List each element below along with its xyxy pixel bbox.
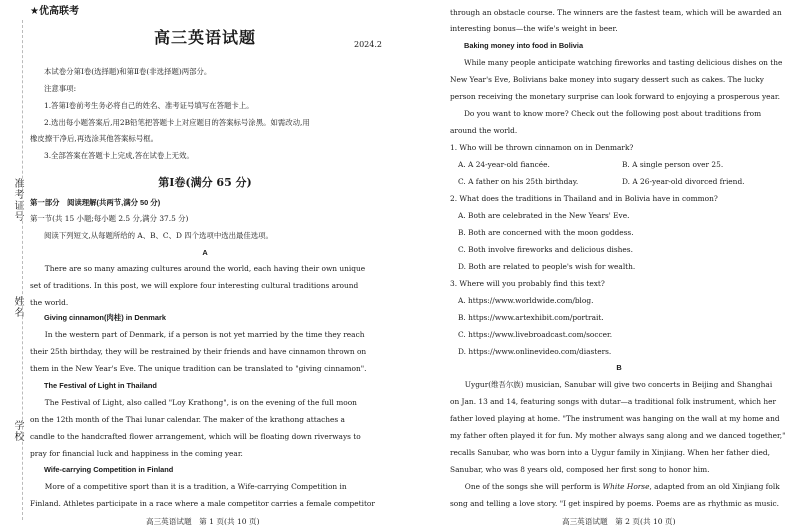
heading-bolivia: Baking money into food in Bolivia [464,41,584,50]
question-2-option-b[interactable]: B. Both are concerned with the moon goddess. [458,228,634,237]
page-title: 高三英语试题 [153,28,256,47]
passage-a-label: A [202,248,208,257]
text-line: them in the New Year's Eve. The unique tradition can be translated to "giving cinnamon". [30,364,367,373]
paragraph-denmark [30,330,380,381]
song-title: White Horse [602,482,650,491]
question-3: 3. Where will you probably find this text? [450,279,605,288]
text-line: the world. [30,298,69,307]
question-1-option-c[interactable]: C. A father on his 25th birthday. [458,177,579,186]
heading-denmark: Giving cinnamon(肉桂) in Denmark [44,313,166,322]
text-line: Uygur(维吾尔族) musician, Sanubar will give two concerts in Beijing and Shanghai [464,380,773,389]
text-line: person receiving the monetary surprise can look forward to enjoying a prosperous year. [450,92,780,101]
note-2: 2.选出每小题答案后,用2B铅笔把答题卡上对应题目的答案标号涂黑。如需改动,用 [44,118,310,127]
note-3: 3.全部答案在答题卡上完成,答在试卷上无效。 [44,151,194,160]
text-line: More of a competitive sport than it is a tradition, a Wife-carrying Competition in [44,482,347,491]
text-line: Sanubar, who was 8 years old, composed her first song to honor him. [450,465,710,474]
passage-b-label: B [616,363,622,372]
question-2-option-c[interactable]: C. Both involve fireworks and delicious dishes. [458,245,633,254]
text-line: Finland. Athletes participate in a race where a male competitor carries a female competitor [30,499,375,508]
volume-title: 第Ⅰ卷(满分 65 分) [158,176,252,189]
text-line: set of traditions. In this post, we will explore four interesting cultural traditions around [30,281,359,290]
question-2: 2. What does the traditions in Thailand and in Bolivia have in common? [450,194,718,203]
question-3-option-c[interactable]: C. https://www.livebroadcast.com/soccer. [458,330,613,339]
paragraph-thailand [30,398,380,466]
text-segment: , adapted from an old Xinjiang folk [649,482,780,491]
left-page [30,0,380,532]
text-line: interesting bonus—the wife's weight in beer. [450,24,618,33]
text-line: The Festival of Light, also called "Loy Krathong", is on the evening of the full moon [44,398,357,407]
text-line: their 25th birthday, they will be restrained by their friends and have cinnamon thrown on [30,347,367,356]
margin-label-name: 姓名 [12,296,23,318]
instructions-intro: 本试卷分第Ⅰ卷(选择题)和第Ⅱ卷(非选择题)两部分。 [44,67,212,76]
heading-thailand: The Festival of Light in Thailand [44,381,157,390]
question-1-option-d[interactable]: D. A 26-year-old divorced friend. [622,177,745,186]
text-line: recalls Sanubar, who was born into a Uygur family in Xinjiang. When her father died, [450,448,770,457]
text-line: There are so many amazing cultures around the world, each having their own unique [44,264,366,273]
note-2-cont: 橡皮擦干净后,再选涂其他答案标号框。 [30,134,158,143]
text-line: New Year's Eve, Bolivians bake money into sugary dessert such as cakes. The lucky [450,75,764,84]
section-1-heading: 第一节(共 15 小题;每小题 2.5 分,满分 37.5 分) [30,214,189,223]
text-line: on Jan. 13 and 14, featuring songs with dutar—a traditional folk instrument, which her [450,397,777,406]
question-2-option-d[interactable]: D. Both are related to people's wish for wealth. [458,262,636,271]
passage-b-paragraph-2 [450,482,788,516]
text-line: on the 12th month of the Thai lunar calendar. The maker of the krathong attaches a [30,415,345,424]
passage-a-intro [30,264,380,315]
paragraph-finland [30,482,380,516]
question-3-option-b[interactable]: B. https://www.artexhibit.com/portrait. [458,313,604,322]
text-line: song and telling a love story. "I get inspired by poems. Poems are as rhythmic as music. [450,499,779,508]
directions: 阅读下列短文,从每题所给的 A、B、C、D 四个选项中选出最佳选项。 [44,231,273,240]
question-1-option-a[interactable]: A. A 24-year-old fiancée. [458,160,550,169]
question-2-option-a[interactable]: A. Both are celebrated in the New Years' Eve. [458,211,630,220]
notes-title: 注意事项: [44,84,77,93]
heading-finland: Wife-carrying Competition in Finland [44,465,174,474]
text-line: my father often played it for fun. My mother always sang along and we danced together," [450,431,786,440]
part-1-heading: 第一部分 阅读理解(共两节,满分 50 分) [30,198,161,207]
question-3-option-a[interactable]: A. https://www.worldwide.com/blog. [458,296,594,305]
passage-b-paragraph-1 [450,380,788,482]
question-1-option-b[interactable]: B. A single person over 25. [622,160,724,169]
footer-page-2: 高三英语试题 第 2 页(共 10 页) [562,517,676,526]
text-line: father loved playing at home. "The instrument was hanging on the wall at my home and [450,414,780,423]
text-line: In the western part of Denmark, if a person is not yet married by the time they reach [44,330,365,339]
footer-page-1: 高三英语试题 第 1 页(共 10 页) [146,517,260,526]
text-line: candle to the handcrafted flower arrangement, which will be floating down riverways to [30,432,361,441]
text-line: pray for financial luck and happiness in the coming year. [30,449,243,458]
note-1: 1.答第Ⅰ卷前考生务必将自己的姓名、准考证号填写在答题卡上。 [44,101,254,110]
text-line [450,482,788,499]
text-segment: One of the songs she will perform is [464,482,603,491]
text-line: Do you want to know more? Check out the following post about traditions from [464,109,762,118]
question-3-option-d[interactable]: D. https://www.onlinevideo.com/diasters. [458,347,612,356]
exam-badge: ★优高联考 [30,6,79,17]
text-line: While many people anticipate watching fireworks and tasting delicious dishes on the [464,58,783,67]
binding-line [22,20,23,520]
right-page [418,0,788,532]
question-1: 1. Who will be thrown cinnamon on in Denmark? [450,143,634,152]
text-line: around the world. [450,126,518,135]
margin-label-id: 准考证号 [12,178,23,222]
margin-label-school: 学校 [12,420,23,442]
text-line: through an obstacle course. The winners are the fastest team, which will be awarded an [450,8,782,17]
exam-date: 2024.2 [354,40,382,49]
